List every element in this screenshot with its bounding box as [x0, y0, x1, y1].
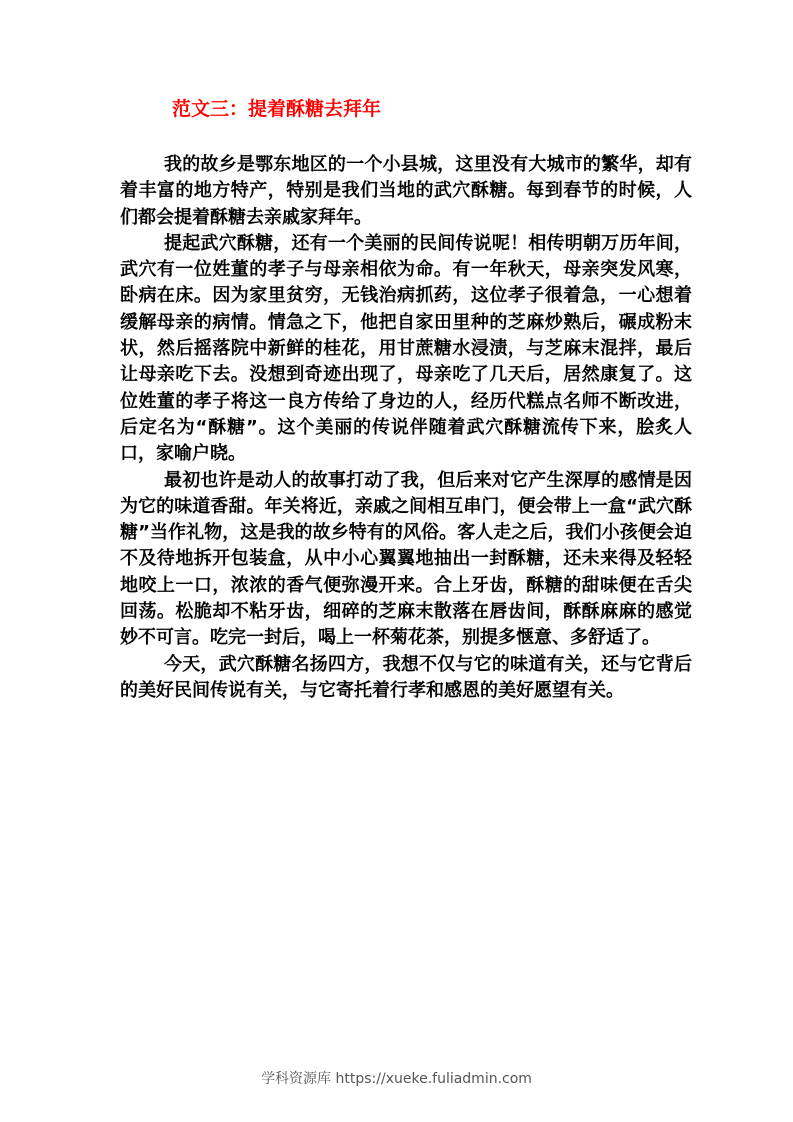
footer-watermark: 学科资源库 https://xueke.fuliadmin.com — [261, 1071, 532, 1087]
paragraph-2: 提起武穴酥糖，还有一个美丽的民间传说呢！相传明朝万历年间，武穴有一位姓董的孝子与母亲相依为命。有一年秋天，母亲突发风寒，卧病在床。因为家里贫穷，无钱治病抓药，这位孝子很着急，一心想着缓解母亲的病情。情急之下，他把自家田里种的芝麻炒熟后，碾成粉末状，然后摇落院中新鲜的桂花，用甘蔗糖水浸渍，与芝麻末混拌，最后让母亲吃下去。没想到奇迹出现了，母亲吃了几天后，居然康复了。这位姓董的孝子将这一良方传给了身边的人，经历代糕点名师不断改进，后定名为“酥糖”。这个美丽的传说伴随着武穴酥糖流传下来，脍炙人口，家喻户晓。 — [120, 232, 692, 465]
paragraph-1: 我的故乡是鄂东地区的一个小县城，这里没有大城市的繁华，却有着丰富的地方特产，特别是我们当地的武穴酥糖。每到春节的时候，人们都会提着酥糖去亲戚家拜年。 — [120, 154, 692, 228]
essay-body — [120, 152, 692, 704]
paragraph-3: 最初也许是动人的故事打动了我，但后来对它产生深厚的感情是因为它的味道香甜。年关将近，亲戚之间相互串门，便会带上一盒“武穴酥糖”当作礼物，这是我的故乡特有的风俗。客人走之后，我们小孩便会迫不及待地拆开包装盒，从中小心翼翼地抽出一封酥糖，还未来得及轻轻地咬上一口，浓浓的香气便弥漫开来。合上牙齿，酥糖的甜味便在舌尖回荡。松脆却不粘牙齿，细碎的芝麻末散落在唇齿间，酥酥麻麻的感觉妙不可言。吃完一封后，喝上一杯菊花茶，别提多惬意、多舒适了。 — [120, 469, 692, 649]
essay-title: 范文三：提着酥糖去拜年 — [172, 98, 382, 120]
paragraph-4: 今天，武穴酥糖名扬四方，我想不仅与它的味道有关，还与它背后的美好民间传说有关，与它寄托着行孝和感恩的美好愿望有关。 — [120, 653, 692, 701]
